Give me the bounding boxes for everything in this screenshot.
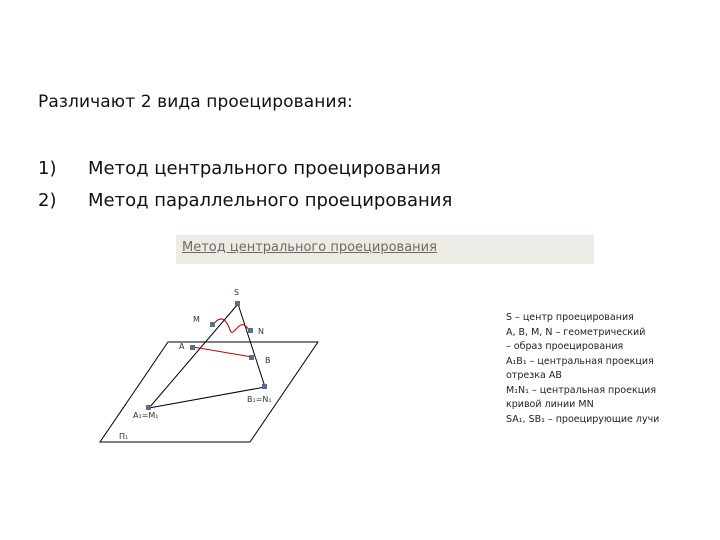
legend-line: A₁B₁ – центральная проекция bbox=[506, 355, 654, 367]
curve-MN bbox=[213, 319, 250, 332]
method-central-label: Метод центрального проецирования bbox=[88, 158, 441, 179]
central-projection-link[interactable]: Метод центрального проецирования bbox=[182, 240, 437, 255]
point-S bbox=[235, 301, 240, 306]
legend-line: отрезка AB bbox=[506, 370, 562, 381]
label-M: M bbox=[193, 315, 200, 324]
legend-line: – образ проецирования bbox=[506, 341, 624, 352]
point-B bbox=[249, 355, 254, 360]
label-B1N1: B₁=N₁ bbox=[247, 395, 272, 404]
legend-line: M₁N₁ – центральная проекция bbox=[506, 384, 657, 396]
label-B: B bbox=[265, 356, 271, 365]
point-A1M1 bbox=[146, 405, 151, 410]
segment-AB bbox=[193, 347, 252, 357]
list-number: 2) bbox=[38, 190, 57, 211]
projection-plane bbox=[100, 342, 318, 442]
point-B1N1 bbox=[262, 384, 267, 389]
point-M bbox=[210, 322, 215, 327]
label-N: N bbox=[258, 327, 264, 336]
point-A bbox=[190, 345, 195, 350]
method-parallel-label: Метод параллельного проецирования bbox=[88, 190, 453, 211]
intro-text: Различают 2 вида проецирования: bbox=[38, 92, 353, 112]
label-A: A bbox=[179, 342, 185, 351]
label-plane: Π₁ bbox=[119, 432, 129, 441]
legend-line: SA₁, SB₁ – проецирующие лучи bbox=[506, 413, 660, 425]
legend-line: A, B, M, N – геометрический bbox=[506, 326, 646, 338]
diagram-legend bbox=[506, 311, 706, 427]
list-number: 1) bbox=[38, 158, 57, 179]
point-N bbox=[248, 328, 253, 333]
ray-SB1 bbox=[238, 304, 265, 387]
legend-line: S – центр проецирования bbox=[506, 312, 634, 323]
legend-line: кривой линии MN bbox=[506, 399, 594, 410]
label-S: S bbox=[234, 288, 240, 297]
label-A1M1: A₁=M₁ bbox=[133, 411, 159, 420]
